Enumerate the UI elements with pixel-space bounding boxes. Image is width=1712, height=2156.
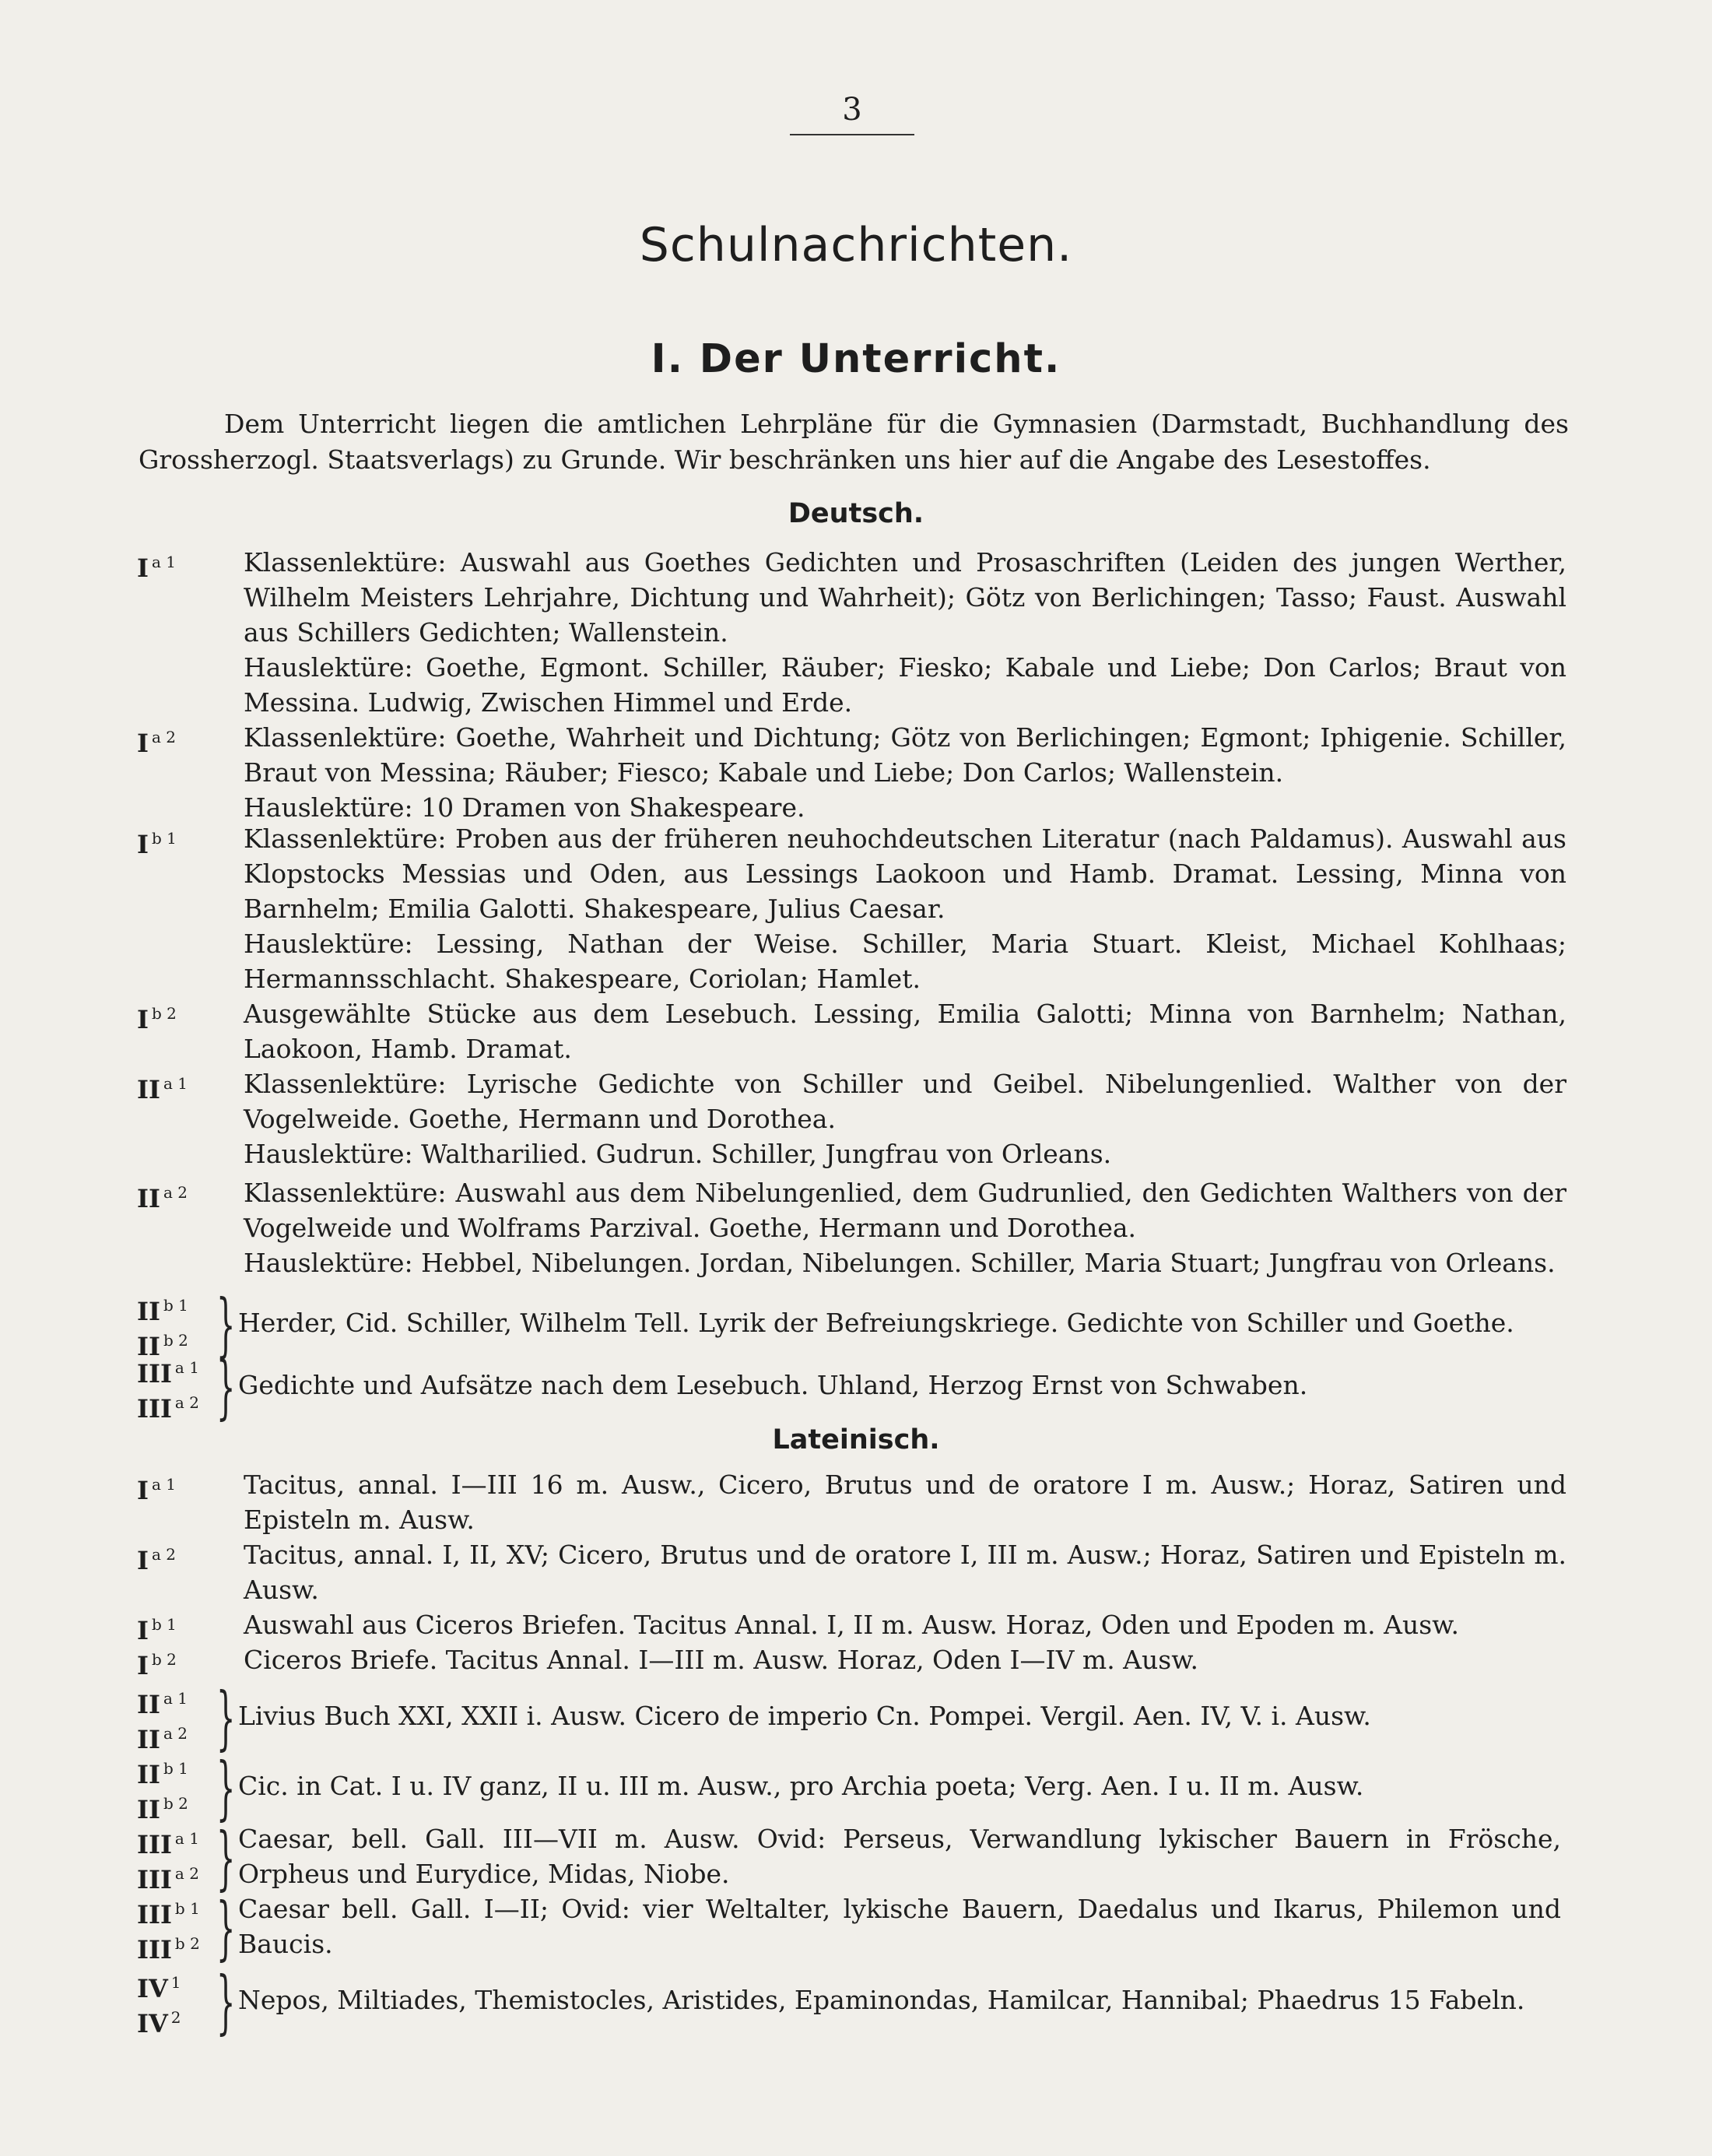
reading-list-text xyxy=(238,1698,1561,1733)
class-roman: II xyxy=(137,1725,160,1754)
class-division: a 2 xyxy=(151,728,176,746)
reading-list-text xyxy=(244,996,1566,1066)
reading-list-text xyxy=(238,1982,1561,2017)
class-roman: II xyxy=(137,1075,160,1104)
class-division: 2 xyxy=(170,2008,181,2027)
class-labels xyxy=(137,1288,223,1361)
class-roman: I xyxy=(137,553,149,583)
class-label xyxy=(137,996,223,1034)
reading-list-text xyxy=(244,720,1566,825)
class-labels xyxy=(137,720,223,758)
reading-list-line: Cic. in Cat. I u. IV ganz, II u. III m. Ausw., pro Archia poeta; Verg. Aen. I u. II m. Ausw. xyxy=(238,1771,1364,1801)
reading-list-line: Klassenlektüre: Auswahl aus Goethes Gedichten und Prosaschriften (Leiden des jungen Werther, Wilhelm Meisters Lehrjahre, Dichtung und Wahrheit); Götz von Berlichingen; Tasso; Faust. Auswahl aus Schillers Gedichten; Wallenstein. xyxy=(244,547,1566,648)
class-division: a 1 xyxy=(151,553,176,571)
class-roman: II xyxy=(137,1760,160,1789)
brace-icon: } xyxy=(216,1285,236,1366)
class-labels xyxy=(137,545,223,583)
brace-icon: } xyxy=(216,1818,236,1899)
class-labels xyxy=(137,1891,223,1965)
reading-list-line: Caesar bell. Gall. I—II; Ovid: vier Weltalter, lykische Bauern, Daedalus und Ikarus, Philemon und Baucis. xyxy=(238,1894,1561,1959)
reading-list-text xyxy=(244,1537,1566,1607)
class-roman: I xyxy=(137,1546,149,1575)
class-label xyxy=(137,2000,223,2038)
class-roman: I xyxy=(137,1651,149,1680)
class-division: a 1 xyxy=(151,1475,176,1494)
intro-paragraph: Dem Unterricht liegen die amtlichen Lehrpläne für die Gymnasien (Darmstadt, Buchhandlung des Grossherzogl. Staatsverlags) zu Grunde. Wir beschränken uns hier auf die Angabe des Lesestoffes. xyxy=(139,409,1569,475)
class-label xyxy=(137,1965,223,2003)
brace-icon: } xyxy=(216,1888,236,1969)
class-division: b 1 xyxy=(151,829,177,848)
class-division: b 1 xyxy=(151,1615,177,1634)
class-division: b 1 xyxy=(174,1899,200,1918)
class-label xyxy=(137,1751,223,1789)
reading-list-text xyxy=(244,1066,1566,1171)
class-roman: III xyxy=(137,1900,172,1930)
class-division: a 1 xyxy=(163,1074,188,1093)
class-division: b 2 xyxy=(174,1934,200,1953)
reading-list-line: Klassenlektüre: Auswahl aus dem Nibelungenlied, dem Gudrunlied, den Gedichten Walthers von der Vogelweide und Wolframs Parzival. Goethe, Hermann und Dorothea. xyxy=(244,1178,1566,1243)
reading-list-line: Hauslektüre: Goethe, Egmont. Schiller, Räuber; Fiesko; Kabale und Liebe; Don Carlos; Braut von Messina. Ludwig, Zwischen Himmel und Erde. xyxy=(244,652,1566,718)
reading-list-line: Hauslektüre: Waltharilied. Gudrun. Schiller, Jungfrau von Orleans. xyxy=(244,1139,1112,1169)
reading-list-line: Klassenlektüre: Lyrische Gedichte von Schiller und Geibel. Nibelungenlied. Walther von der Vogelweide. Goethe, Hermann und Dorothea. xyxy=(244,1069,1566,1134)
reading-list-line: Herder, Cid. Schiller, Wilhelm Tell. Lyrik der Befreiungskriege. Gedichte von Schiller und Goethe. xyxy=(238,1308,1514,1338)
class-division: b 1 xyxy=(163,1296,188,1315)
class-labels xyxy=(137,1821,223,1894)
class-labels xyxy=(137,1965,223,2038)
reading-list-line: Tacitus, annal. I, II, XV; Cicero, Brutus und de oratore I, III m. Ausw.; Horaz, Satiren und Episteln m. Ausw. xyxy=(244,1540,1566,1605)
class-division: b 2 xyxy=(163,1794,188,1813)
class-labels xyxy=(137,821,223,859)
class-labels xyxy=(137,1751,223,1824)
reading-list-line: Auswahl aus Ciceros Briefen. Tacitus Annal. I, II m. Ausw. Horaz, Oden und Epoden m. Ausw. xyxy=(244,1610,1460,1640)
reading-list-text xyxy=(238,1821,1561,1891)
class-roman: I xyxy=(137,729,149,758)
class-division: a 2 xyxy=(163,1183,188,1202)
class-label xyxy=(137,1786,223,1824)
reading-list-text xyxy=(238,1368,1561,1403)
class-label xyxy=(137,1467,223,1505)
class-labels xyxy=(137,1467,223,1505)
class-roman: III xyxy=(137,1394,172,1424)
heading-deutsch: Deutsch. xyxy=(788,498,924,529)
class-label xyxy=(137,1716,223,1754)
class-label xyxy=(137,1856,223,1894)
reading-list-line: Ausgewählte Stücke aus dem Lesebuch. Lessing, Emilia Galotti; Minna von Barnhelm; Nathan, Laokoon, Hamb. Dramat. xyxy=(244,999,1566,1064)
reading-list-text xyxy=(244,821,1566,996)
class-label xyxy=(137,1066,223,1104)
class-division: b 1 xyxy=(163,1759,188,1778)
brace-icon: } xyxy=(216,1347,236,1428)
reading-list-text xyxy=(244,1175,1566,1280)
class-label xyxy=(137,1642,223,1680)
reading-list-text xyxy=(238,1305,1561,1340)
class-labels xyxy=(137,1642,223,1680)
class-labels xyxy=(137,1537,223,1575)
class-division: a 2 xyxy=(174,1393,199,1412)
page-number-rule xyxy=(790,134,914,135)
class-roman: IV xyxy=(137,2009,168,2038)
class-division: a 1 xyxy=(163,1689,188,1708)
class-division: a 2 xyxy=(151,1545,176,1564)
class-label xyxy=(137,1891,223,1930)
class-roman: II xyxy=(137,1184,160,1213)
class-label xyxy=(137,1821,223,1859)
reading-list-line: Hauslektüre: 10 Dramen von Shakespeare. xyxy=(244,792,805,823)
reading-list-line: Gedichte und Aufsätze nach dem Lesebuch. Uhland, Herzog Ernst von Schwaben. xyxy=(238,1370,1308,1400)
class-division: a 1 xyxy=(174,1358,199,1377)
reading-list-text xyxy=(238,1891,1561,1961)
class-label xyxy=(137,821,223,859)
brace-icon: } xyxy=(216,1748,236,1829)
class-label xyxy=(137,720,223,758)
class-roman: II xyxy=(137,1795,160,1824)
class-roman: I xyxy=(137,1616,149,1645)
section-title: I. Der Unterricht. xyxy=(651,336,1061,382)
class-label xyxy=(137,1350,223,1389)
class-division: b 2 xyxy=(163,1331,188,1350)
class-roman: III xyxy=(137,1830,172,1859)
class-roman: II xyxy=(137,1690,160,1719)
class-label xyxy=(137,1175,223,1213)
class-labels xyxy=(137,1681,223,1754)
heading-lateinisch: Lateinisch. xyxy=(772,1424,940,1455)
brace-icon: } xyxy=(216,1678,236,1759)
class-division: a 1 xyxy=(174,1829,199,1848)
page-title: Schulnachrichten. xyxy=(639,218,1073,272)
reading-list-line: Ciceros Briefe. Tacitus Annal. I—III m. Ausw. Horaz, Oden I—IV m. Ausw. xyxy=(244,1645,1199,1675)
class-label xyxy=(137,1288,223,1326)
class-labels xyxy=(137,996,223,1034)
class-roman: II xyxy=(137,1297,160,1326)
class-labels xyxy=(137,1175,223,1213)
reading-list-line: Nepos, Miltiades, Themistocles, Aristides, Epaminondas, Hamilcar, Hannibal; Phaedrus 15 Fabeln. xyxy=(238,1985,1525,2015)
reading-list-text xyxy=(244,545,1566,720)
class-label xyxy=(137,545,223,583)
brace-icon: } xyxy=(216,1962,236,2043)
reading-list-line: Klassenlektüre: Goethe, Wahrheit und Dichtung; Götz von Berlichingen; Egmont; Iphigenie. Schiller, Braut von Messina; Räuber; Fiesco; Kabale und Liebe; Don Carlos; Wallenstein. xyxy=(244,722,1566,788)
class-label xyxy=(137,1385,223,1424)
reading-list-line: Klassenlektüre: Proben aus der früheren neuhochdeutschen Literatur (nach Paldamus). Auswahl aus Klopstocks Messias und Oden, aus Lessings Laokoon und Hamb. Dramat. Lessing, Minna von Barnhelm; Emilia Galotti. Shakespeare, Julius Caesar. xyxy=(244,823,1566,924)
class-label xyxy=(137,1537,223,1575)
class-labels xyxy=(137,1350,223,1424)
class-division: b 2 xyxy=(151,1650,177,1669)
page-number: 3 xyxy=(842,92,862,128)
reading-list-text xyxy=(244,1607,1566,1642)
class-labels xyxy=(137,1607,223,1645)
class-roman: I xyxy=(137,1476,149,1505)
class-label xyxy=(137,1607,223,1645)
class-roman: II xyxy=(137,1332,160,1361)
class-division: a 2 xyxy=(174,1864,199,1883)
class-roman: III xyxy=(137,1935,172,1965)
class-label xyxy=(137,1681,223,1719)
class-label xyxy=(137,1926,223,1965)
class-labels xyxy=(137,1066,223,1104)
class-roman: I xyxy=(137,1005,149,1034)
class-roman: IV xyxy=(137,1974,168,2003)
class-roman: III xyxy=(137,1359,172,1389)
reading-list-text xyxy=(244,1642,1566,1677)
class-roman: III xyxy=(137,1865,172,1894)
reading-list-line: Livius Buch XXI, XXII i. Ausw. Cicero de imperio Cn. Pompei. Vergil. Aen. IV, V. i. Ausw. xyxy=(238,1701,1371,1731)
class-division: b 2 xyxy=(151,1004,177,1023)
reading-list-text xyxy=(244,1467,1566,1537)
reading-list-line: Hauslektüre: Lessing, Nathan der Weise. Schiller, Maria Stuart. Kleist, Michael Kohlhaas; Hermannsschlacht. Shakespeare, Coriolan; Hamlet. xyxy=(244,929,1566,994)
reading-list-line: Tacitus, annal. I—III 16 m. Ausw., Cicero, Brutus und de oratore I m. Ausw.; Horaz, Satiren und Episteln m. Ausw. xyxy=(244,1470,1566,1535)
reading-list-line: Hauslektüre: Hebbel, Nibelungen. Jordan, Nibelungen. Schiller, Maria Stuart; Jungfrau von Orleans. xyxy=(244,1248,1556,1278)
reading-list-text xyxy=(238,1768,1561,1803)
class-roman: I xyxy=(137,830,149,859)
class-division: a 2 xyxy=(163,1724,188,1743)
class-division: 1 xyxy=(170,1973,181,1992)
reading-list-line: Caesar, bell. Gall. III—VII m. Ausw. Ovid: Perseus, Verwandlung lykischer Bauern in Frösche, Orpheus und Eurydice, Midas, Niobe. xyxy=(238,1824,1561,1889)
